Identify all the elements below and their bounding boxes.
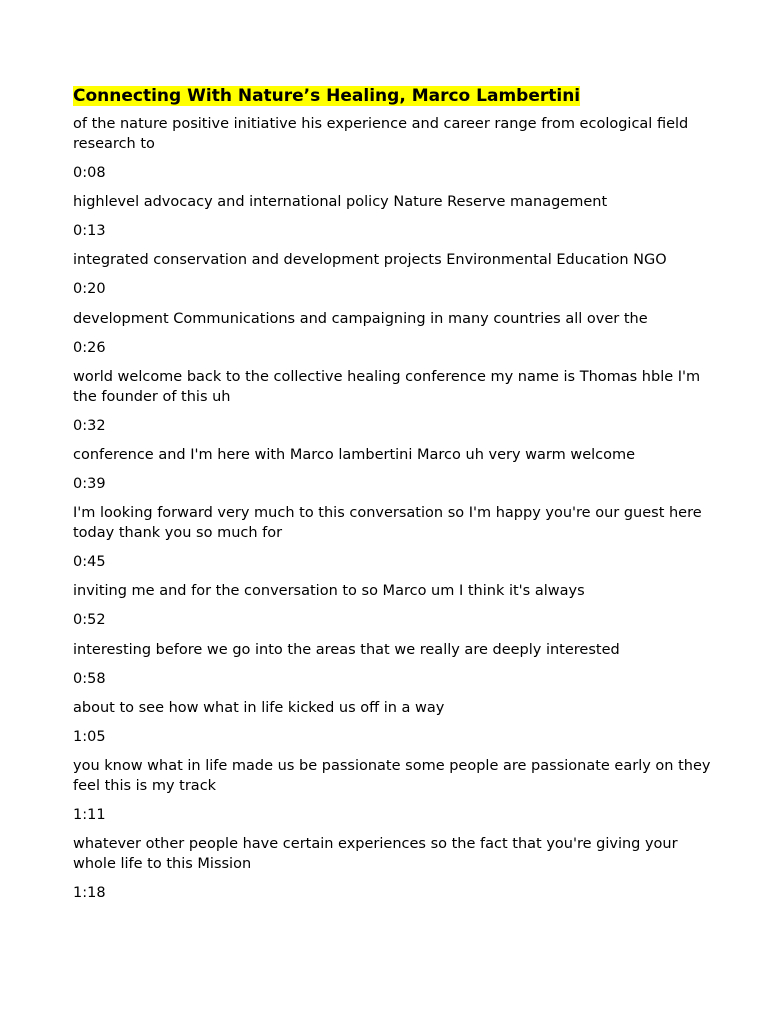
transcript-line: about to see how what in life kicked us off in a way [73,699,445,716]
transcript-line: you know what in life made us be passionate some people are passionate early on they feel this is my track [73,758,711,794]
timestamp: 1:11 [73,806,106,823]
document-title-text: Connecting With Nature’s Healing, Marco Lambertini [73,86,581,106]
timestamp: 0:08 [73,164,106,181]
document-title [73,85,713,107]
transcript-lines [73,115,713,903]
transcript-line: conference and I'm here with Marco lambertini Marco uh very warm welcome [73,446,636,463]
timestamp: 0:58 [73,670,106,687]
timestamp: 0:45 [73,553,106,570]
transcript-line: inviting me and for the conversation to so Marco um I think it's always [73,583,585,600]
timestamp: 0:52 [73,612,106,629]
timestamp: 0:13 [73,223,106,240]
timestamp: 0:26 [73,339,106,356]
transcript-line: highlevel advocacy and international policy Nature Reserve management [73,193,608,210]
transcript-line: of the nature positive initiative his experience and career range from ecological field research to [73,116,689,152]
timestamp: 1:18 [73,884,106,901]
transcript-line: integrated conservation and development projects Environmental Education NGO [73,252,667,269]
timestamp: 0:32 [73,417,106,434]
transcript-line: world welcome back to the collective healing conference my name is Thomas hble I'm the founder of this uh [73,369,701,405]
timestamp: 1:05 [73,729,106,746]
timestamp: 0:20 [73,281,106,298]
transcript-line: whatever other people have certain experiences so the fact that you're giving your whole life to this Mission [73,836,678,872]
timestamp: 0:39 [73,476,106,493]
transcript-line: development Communications and campaigning in many countries all over the [73,310,648,327]
transcript-line: I'm looking forward very much to this conversation so I'm happy you're our guest here today thank you so much for [73,505,702,541]
document-page [73,85,713,913]
transcript-line: interesting before we go into the areas that we really are deeply interested [73,641,620,658]
